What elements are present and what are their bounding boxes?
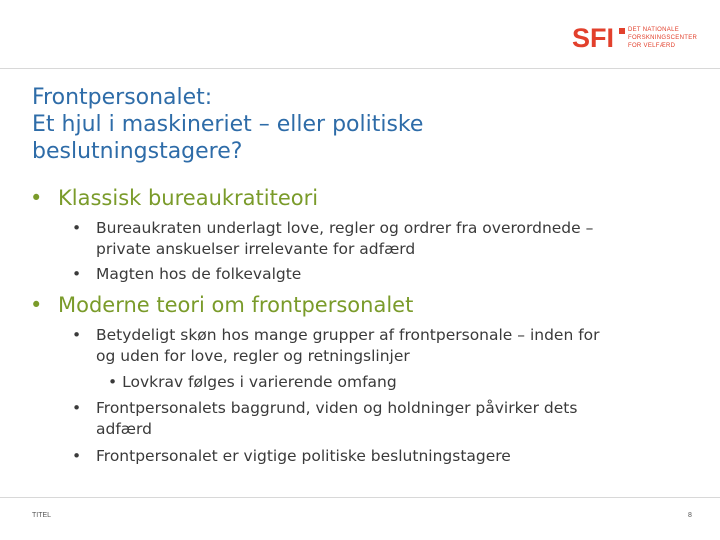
bullet: • [72, 326, 82, 344]
bullet: • [72, 447, 82, 465]
sfi-logo-subtitle [628, 26, 697, 50]
section-heading-text: Moderne teori om frontpersonalet [58, 293, 414, 317]
bullet: • [72, 265, 82, 283]
title-line: beslutningstagere? [32, 139, 243, 164]
bullet: • [108, 373, 118, 391]
logo-subtitle-line: FORSKNINGSCENTER [628, 35, 698, 41]
list-item [72, 446, 692, 467]
sfi-logo-square [619, 28, 625, 34]
title-line: Et hjul i maskineriet – eller politiske [32, 112, 424, 137]
logo-subtitle-line: FOR VELFÆRD [628, 43, 676, 49]
list-item [72, 398, 692, 440]
list-item-line: Magten hos de folkevalgte [96, 265, 302, 283]
page-number: 8 [688, 512, 692, 519]
list-item-line: og uden for love, regler og retningslinjer [96, 347, 410, 365]
sub-list-item [108, 372, 397, 393]
section-heading [30, 292, 413, 318]
sfi-logo-mark: SFI [572, 23, 615, 53]
bullet: • [30, 186, 43, 210]
list-item-line: private anskuelser irrelevante for adfærd [96, 240, 416, 258]
list-item-line: Bureaukraten underlagt love, regler og ordrer fra overordnede – [96, 219, 594, 237]
footer-label: TITEL [32, 512, 52, 519]
list-item-line: Frontpersonalet er vigtige politiske beslutningstagere [96, 447, 511, 465]
list-item-line: Frontpersonalets baggrund, viden og holdninger påvirker dets [96, 399, 578, 417]
list-item [72, 264, 692, 285]
title-line: Frontpersonalet: [32, 85, 213, 110]
sub-list-item-text: Lovkrav følges i varierende omfang [122, 373, 397, 391]
bullet: • [72, 219, 82, 237]
section-heading-text: Klassisk bureaukratiteori [58, 186, 319, 210]
sfi-logo [572, 24, 702, 52]
footer-divider [0, 497, 720, 498]
bullet: • [30, 293, 43, 317]
slide-title [32, 84, 632, 165]
list-item [72, 325, 692, 367]
logo-subtitle-line: DET NATIONALE [628, 27, 680, 33]
header-divider [0, 68, 720, 69]
bullet: • [72, 399, 82, 417]
list-item-line: Betydeligt skøn hos mange grupper af frontpersonale – inden for [96, 326, 600, 344]
list-item [72, 218, 692, 260]
list-item-line: adfærd [96, 420, 152, 438]
section-heading [30, 185, 318, 211]
